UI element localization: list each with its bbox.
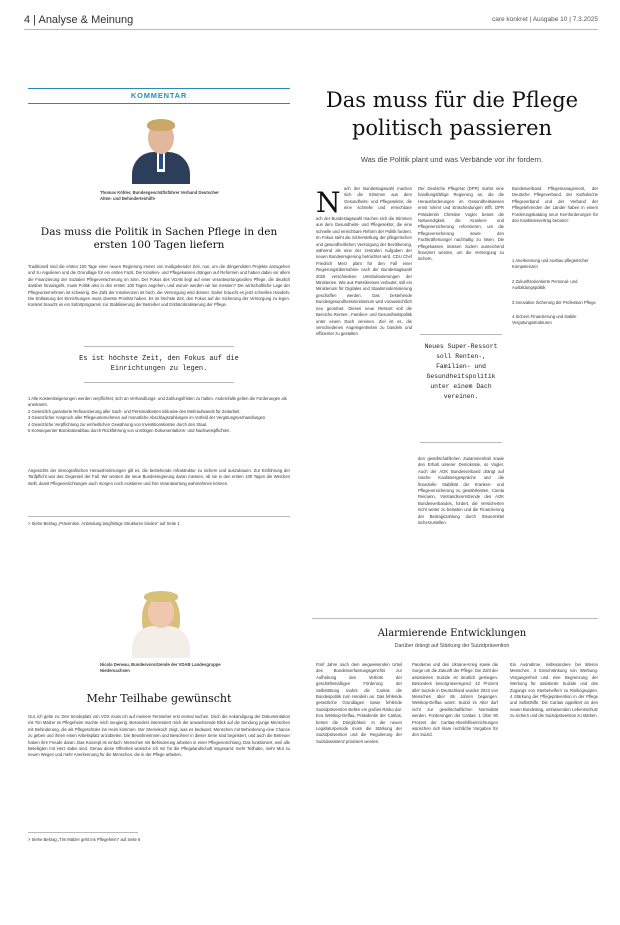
divider: [420, 442, 502, 443]
list-item: 4 Gesetzliche Verpflichtung zur einheitlichen Gewährung von Investitionskosten durch den Staat.: [28, 421, 208, 427]
main-subhead: Was die Politik plant und was Verbände vor ihr fordern.: [360, 155, 544, 164]
author-photo-koehler: [122, 112, 200, 184]
author-caption-koehler: Thomas Köhler, Bundesgeschäftsführer Verband Deutscher Alten- und Behindertenhilfe: [100, 190, 219, 201]
section2-subhead: Darüber drängt auf Stärkung der Suizidprävention: [394, 643, 510, 649]
article-col2b: den gesellschaftlichen Zusammenhalt sowie den Erhalt unserer Demokratie, so Vogler. Auch der AOK Bundesverband drängt auf rasche Koalitionsgespräche und die finanzielle Stabilität der Kranken- und Pflegeversicherung zu gewährleisten. Carola Reimann, Vorstandsvorsitzende des AOK Bundesverbandes, fordert, die Versicherten nicht weiter zu belasten und die Finanzierung der Beitragszahlung durch Steuermittel sicherzustellen.: [418, 456, 504, 526]
divider: [28, 516, 290, 517]
divider: [28, 832, 138, 833]
section-divider: [312, 618, 598, 619]
divider: [420, 334, 502, 335]
commentary-body: Traditionell sind die ersten 100 Tage einer neuen Regierung immer von maßgebender Zeit, nun, um die dringendsten Projekte anzugehen und zu regulieren und die Grundlage für ein erstes Fazit. Die Kranken- und Pflegekassen drängen auf Reformen und haben dabei vor allem die Finanzierung der Sozialen Pflegeversicherung im Sinn. Der Fokus des VDAB liegt auf einer verantwortungsvollen Pflege, die deutlich darüber hinausgeht, muss Politik also in den ersten 100 Tagen angehen, und worum werden wir sie messen? Die wirtschaftliche Lage der Pflegeunternehmen ist schwierig. Die Zahl der Insolvenzen ist hoch, die Versorgung wird dünner. Daher braucht es jetzt schnelles Handeln: Die Entlastung der Einrichtungen muss oberste Priorität haben. Es ist höchste Zeit, den Fokus auf die Sicherung der Versorgung zu legen. Konkret braucht es ein Sofortprogramm zur Stabilisierung der Betreiber und Entbürokratisierung der Pflege.: [28, 264, 290, 308]
kommentar-label: KOMMENTAR: [28, 88, 290, 104]
article-col1: ach der Bundestagswahl machen sich die Stimmen aus dem Gesundheits- und Pflegesektor, die eine schnelle und erreichbare Reform der Politik fordern. Im Fokus steht die Sicherstellung der pflegerischen und gesundheitlichen Versorgung der Bevölkerung, während als eine der zentralen Aufgaben der neuen Bundesregierung betrachtet wird. CDU Chef Friedrich Merz plant für den Fall einer Regierungsübernahme nach der Bundestagswahl 2025 verschiedene Umstrukturierungen der Ministerien. Wie aus Parteikreisen verlautet, soll ein Ministerium für Digitales und Staatsmodernisierung geschaffen werden. Das bestehende Bundesgesundheitsministerium wird voraussichtlich neu geordnet. Dieses neue Ressort soll die Bereiche Renten-, Familien- und Gesundheitspolitik unter einem Dach vereinen. Ziel ist es, die verschiedenen Angelegenheiten zu bündeln und effizienter zu gestalten.: [316, 216, 412, 337]
drop-cap: N: [316, 186, 341, 219]
demands-list: [28, 396, 290, 434]
section2-col3: Ein Ausnahme, insbesondere bei älteren Menschen. 3 Einschränkung von Werbung. Vergangenheit und eine Begrenzung der Werbung für assistierte Suizide und des Zugangs von Sterbehelfern zu Risikogruppen. 4 Stärkung der Pflegeprävention in der Pflege und Selbsthilfe. Die Caritas appelliert an den neuen Bundestag, umfassenden Lebensschutz zu sichern und die Suizidprävention zu stärken.: [510, 662, 598, 719]
article-col2: Der Deutsche Pflegerat (DPR) mahnt eine handlungsfähige Regierung an, die die Herausforderungen im Gesundheitswesen ernst nimmt und Entscheidungen trifft. DPR Präsidentin Christine Vogler betont die Notwendigkeit, die Kranken- und Pflegeversicherung reformieren, um die Pflegeversicherung sowie den Fachkräftemangel nachhaltig zu lösen. Die Pflegekassen müssen zudem ausreichend finanziert werden, um die Versorgung zu sichern.: [418, 186, 504, 262]
article-col3: Bundesverband Pflegemanagement, der Deutsche Pflegeverband, der Katholische Pflegeverband und der Verband der Pflegelehrenden der Länder haben in einem Forderungskatalog neun Kernforderungen für den Koalitionsvertrag benannt:: [512, 186, 598, 224]
pull-quote: Es ist höchste Zeit, den Fokus auf die Einrichtungen zu legen.: [79, 355, 239, 373]
list-item: 1 Alle Kostensteigerungen werden verpflichtet, sich an Verhandlungs- und Zahlungsfristen zu halten. Andernfalls gelten die Forderungen als anerkannt.: [28, 396, 287, 408]
list-item: 1 Anerkennung und Ausbau pflegerischer Kompetenzen: [512, 258, 589, 270]
author-photo-deneau: [122, 586, 200, 658]
list-item: 2 Zukunftsorientierte Personal- und Ausbildungspolitik: [512, 278, 578, 291]
divider: [84, 346, 234, 347]
article-pull-quote: Neues Super-Ressort soll Renten-, Familien- und Gesundheitspolitik unter einem Dach vereinen.: [424, 343, 498, 400]
main-headline: Das muss für die Pflege politisch passieren: [325, 88, 579, 140]
section2-col1: Fünf Jahre nach dem wegweisenden Urteil des Bundesverfassungsgerichts zur Aufhebung des Verbots der geschäftsmäßigen Förderung der Selbsttötung mahnt die Caritas die Bundespolitik zum Handeln an. Das fehlende gesetzliche Grundlagen sowie fehlende Suizidprävention stellen ein großes Risiko dar. Eva Welskop-Deffaa, Präsidentin der Caritas, betont die Dringlichkeit: In der neuen Legislaturperiode muss die Stärkung der Suizidprävention und die Regulierung der Suizidassistenz priorisiert werden.: [316, 662, 402, 744]
issue-info: care konkret | Ausgabe 10 | 7.3.2025: [491, 16, 598, 23]
commentary-closing: Angesichts der demografischen Herausforderungen gilt es, die bestehende Infrastruktur zu sichern und auszubauen. Zur Einführung der Tarifpflicht war das Gegenteil der Fall. Wir werden die neue Bundesregierung daran messen, ob sie in den ersten 100 Tagen die Weichen stellt, damit Pflegeeinrichtungen auch morgen noch existieren und ihre Verantwortung wahrnehmen können.: [28, 468, 290, 486]
section-label: 4 | Analyse & Meinung: [24, 14, 134, 26]
author-caption-deneau: Nicola Deneau, Bundesvorsitzende der VDAB Landesgruppe Niedersachsen: [100, 662, 221, 673]
article-col1-top: ach der Bundestagswahl machen sich die Stimmen aus dem Gesundheits- und Pflegesektor, die eine schnelle und erreichbare: [344, 186, 412, 210]
section2-title: Alarmierende Entwicklungen: [377, 628, 527, 639]
reference-link-1[interactable]: > Siehe Beitrag „Prävention, Anbindung langfristige Strukturen binden“ auf Seite 1: [28, 521, 180, 526]
commentary-title: Das muss die Politik in Sachen Pflege in den ersten 100 Tagen liefern: [40, 226, 278, 251]
list-item: 3 Innovative Sicherung der Profession Pflege: [512, 299, 596, 305]
list-item: 5 Konsequenter Bürokratieabbau durch Rückführung von unnötigen Dokumentations- und Nachweispflichten.: [28, 428, 231, 434]
demands-list-main: [512, 258, 598, 335]
commentary2-title: Mehr Teilhabe gewünscht: [86, 692, 232, 705]
commentary2-body: Gut, ich gebe zu: Den Sendeplatz von VOX muss ich auf meinem Fernseher erst einmal suchen. Doch die Ankündigung der Dokumentation mit Tim Mälzer im Pflegeheim machte mich neugierig. Besonders interessiert mich der anwachsende Blick auf die Sendung junge Menschen mit Behinderung, die als Pflegeschüler ins Heim kommen. Der Sternekoch zeigt, was es bedeutet, Menschen mit Behinderung eine Chance zu geben und ihnen einen Arbeitsplatz anzubieten. Die Bewohnerinnen und Bewohner in dieser Serie sind begeistert, und auch die Betreuer haben ihre Freude daran. Das Konzept ist einfach: Menschen mit Behinderung arbeiten in einer Pflegeeinrichtung. Das funktioniert, weil alle Beteiligten mit Herz dabei sind. Genau diese Offenheit wünsche ich mir für die Pflegelandschaft insgesamt: mehr Teilhabe, mehr Mut zu neuen Wegen und mehr Anerkennung für die Menschen, die in der Pflege arbeiten.: [28, 714, 290, 758]
section2-col2: Pandemie und den Ukraine-Krieg sowie die Sorge um die Zukunft der Pflege. Die Zahl der assistierten Suizide ist deutlich gestiegen. Besonders besorgniserregend: 42 Prozent aller Suizide in Deutschland wurden 2023 von Menschen über 65 Jahren begangen. Welskop-Deffaa warnt: Suizid im Alter darf nicht zur gesellschaftlichen Normalität werden. Forderungen der Caritas: 1 Über 80 Prozent der Caritas-Altenhilfeeinrichtungen wünschen sich klare rechtliche Vorgaben für den Suizid.: [412, 662, 498, 738]
reference-link-2[interactable]: > Siehe Beitrag „Tim Mälzer geht ins Pflegeheim“ auf Seite 5: [28, 837, 141, 842]
list-item: 4 Sichere Finanzierung und stabile Vergütungsstrukturen: [512, 314, 577, 326]
list-item: 3 Gesetzlicher Anspruch aller Pflegeunternehmen auf monatliche Abschlagszahlungen im Vorfeld der Vergütungsverhandlungen.: [28, 415, 267, 421]
page-header: [24, 12, 598, 30]
list-item: 2 Gesetzlich garantierte Refinanzierung aller Sach- und Personalkosten inklusive des Mehraufwands für Zeitarbeit.: [28, 408, 241, 414]
divider: [84, 382, 234, 383]
